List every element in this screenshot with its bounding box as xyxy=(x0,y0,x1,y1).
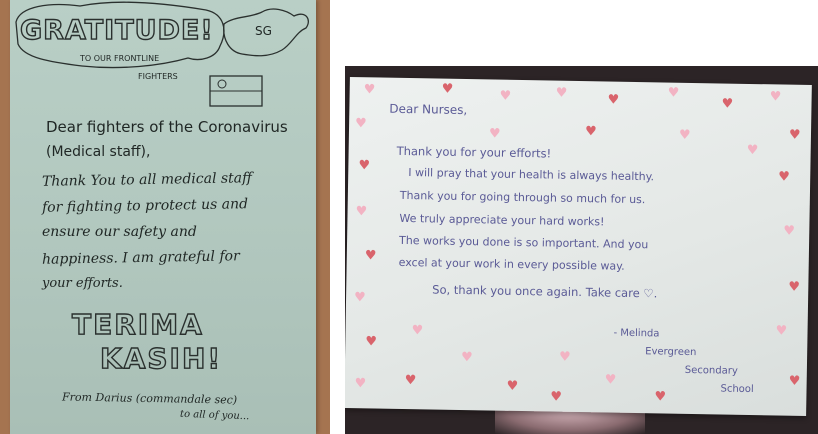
letter-school-line-1: Evergreen xyxy=(645,346,697,359)
body-line: for fighting to protect us and xyxy=(41,196,249,216)
letter-signoff: - Melinda xyxy=(613,327,660,340)
letter-line: Thank you for your efforts! xyxy=(396,143,552,161)
letter-line: The works you done is so important. And you xyxy=(398,233,649,252)
from-line-1: From Darius (commandale sec) xyxy=(61,390,238,407)
heart-icon: ♥ xyxy=(488,126,501,142)
letter-line: Thank you for going through so much for us. xyxy=(399,188,646,207)
heart-icon: ♥ xyxy=(604,372,617,388)
heart-icon: ♥ xyxy=(584,124,597,140)
letter-line: So, thank you once again. Take care ♡. xyxy=(432,282,658,301)
heart-icon: ♥ xyxy=(746,142,759,159)
letter-line: I will pray that your health is always healthy. xyxy=(408,166,655,184)
letter-school-line-3: School xyxy=(720,383,754,396)
heart-icon: ♥ xyxy=(550,389,563,405)
card-title: GRATITUDE! xyxy=(20,15,214,46)
heart-icon: ♥ xyxy=(411,323,424,339)
heart-icon: ♥ xyxy=(364,248,377,264)
heart-icon: ♥ xyxy=(788,279,801,295)
card-subtitle-line-1: TO OUR FRONTLINE xyxy=(80,54,160,63)
body-line: happiness. I am grateful for xyxy=(41,248,240,268)
heart-icon: ♥ xyxy=(769,89,782,105)
terima-lettering: TERIMA xyxy=(72,308,204,341)
heart-icon: ♥ xyxy=(654,389,667,405)
gratitude-card xyxy=(10,0,316,434)
heart-icon: ♥ xyxy=(355,204,368,220)
heart-icon: ♥ xyxy=(441,81,454,97)
heart-icon: ♥ xyxy=(788,127,801,143)
heart-icon: ♥ xyxy=(460,349,473,366)
nurses-card xyxy=(345,77,812,416)
letter-salutation: Dear Nurses, xyxy=(389,101,468,118)
heart-icon: ♥ xyxy=(354,376,367,392)
heart-icon: ♥ xyxy=(775,323,788,339)
kasih-lettering: KASIH! xyxy=(100,342,223,375)
letter-school-line-2: Secondary xyxy=(684,364,738,377)
left-card-photo xyxy=(0,0,330,434)
heart-icon: ♥ xyxy=(783,223,796,239)
heart-icon: ♥ xyxy=(778,169,791,185)
right-card-photo xyxy=(345,0,818,434)
map-label: SG xyxy=(255,24,272,38)
body-line: your efforts. xyxy=(42,276,123,291)
body-line: Thank You to all medical staff xyxy=(41,170,253,190)
heart-icon: ♥ xyxy=(363,82,376,98)
heart-icon: ♥ xyxy=(555,85,568,101)
heart-icon: ♥ xyxy=(404,372,417,389)
heart-icon: ♥ xyxy=(354,116,367,132)
heart-icon: ♥ xyxy=(607,92,620,108)
letter-line: excel at your work in every possible way. xyxy=(398,255,625,273)
greeting-line-2: (Medical staff), xyxy=(46,144,151,160)
letter-line: We truly appreciate your hard works! xyxy=(399,211,605,229)
heart-icon: ♥ xyxy=(358,158,371,174)
heart-icon: ♥ xyxy=(506,378,519,394)
greeting-line-1: Dear fighters of the Coronavirus xyxy=(46,118,288,136)
heart-icon: ♥ xyxy=(678,127,691,143)
heart-icon: ♥ xyxy=(721,96,734,112)
body-line: ensure our safety and xyxy=(42,224,197,240)
heart-icon: ♥ xyxy=(499,88,512,104)
heart-icon: ♥ xyxy=(353,290,366,306)
heart-icon: ♥ xyxy=(558,349,571,365)
card-subtitle-line-2: FIGHTERS xyxy=(138,72,178,81)
heart-icon: ♥ xyxy=(365,334,378,350)
heart-icon: ♥ xyxy=(788,373,801,389)
heart-icon: ♥ xyxy=(667,85,680,101)
from-line-2: to all of you... xyxy=(179,408,250,423)
flag-crescent xyxy=(218,80,226,88)
